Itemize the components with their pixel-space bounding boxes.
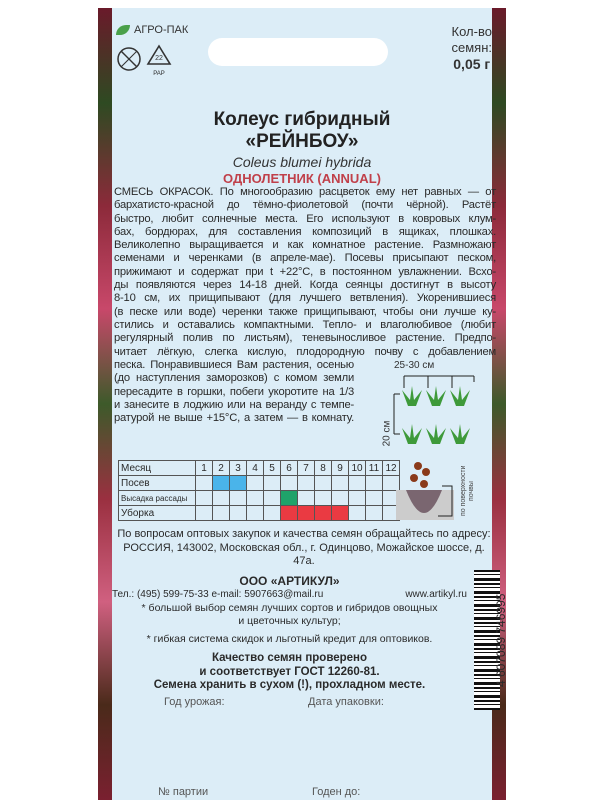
schedule-cell — [247, 476, 264, 491]
contact-address: РОССИЯ, 143002, Московская обл., г. Одинцово, Можайское шоссе, д. 47а. — [123, 541, 485, 567]
latin-name: Coleus blumei hybrida — [232, 154, 372, 170]
quality-line1: Качество семян проверено — [211, 652, 368, 664]
description-line: Великолепно выращивается и как комнатное растение. Размножают — [114, 239, 496, 252]
title-line2: «РЕЙНБОУ» — [245, 131, 359, 152]
schedule-cell — [281, 476, 298, 491]
month-cell: 8 — [315, 461, 332, 476]
month-cell: 9 — [332, 461, 349, 476]
description-line: ды появляются через 14-18 дней. Когда сеянцы достигнут в высоту — [114, 279, 496, 292]
schedule-cell — [196, 491, 213, 506]
company-name: ООО «АРТИКУЛ» — [239, 573, 340, 588]
recycle-icon — [146, 44, 172, 77]
qty-label: Кол-во — [451, 24, 492, 39]
description-line: прижимают и содержат при t +22°С, в постоянном увлажнении. Всхо- — [114, 265, 496, 278]
schedule-cell — [247, 506, 264, 521]
recycle-label: PAP — [153, 71, 165, 77]
description-line: регулярный полив по листьям), теневыносливое растение. Предпо- — [114, 332, 496, 345]
schedule-cell — [196, 506, 213, 521]
month-cell: 1 — [196, 461, 213, 476]
month-cell: 11 — [366, 461, 383, 476]
description-line: быстро, любит солнечные места. Его используют в ковровых клум- — [114, 212, 496, 225]
brand-logo — [116, 24, 188, 36]
schedule-row-label: Уборка — [119, 506, 196, 521]
contact-line1: По вопросам оптовых закупок и качества семян обращайтесь по адресу: — [117, 528, 491, 540]
description-line: пересадите в горшки, побеги укоротите на 1/3 — [114, 385, 354, 398]
schedule-cell — [281, 506, 298, 521]
plant-type: ОДНОЛЕТНИК (ANNUAL) — [223, 171, 381, 186]
description-line: песка. Понравившиеся Вам растения, осенью — [114, 359, 354, 371]
no-food-icon — [116, 46, 142, 77]
schedule-cell — [247, 491, 264, 506]
schedule-cell — [332, 506, 349, 521]
contact-phone: Тел.: (495) 599-75-33 e-mail: 5907663@mail.ru — [112, 589, 324, 600]
brand-name: АГРО-ПАК — [134, 24, 189, 36]
quality-line2: и соответствует ГОСТ 12260-81. — [199, 665, 380, 678]
product-title — [98, 109, 506, 153]
schedule-cell — [315, 506, 332, 521]
schedule-cell — [230, 476, 247, 491]
hang-hole — [208, 38, 388, 66]
description-line: и занесите в лоджию или на веранду с темпе- — [114, 398, 354, 411]
month-cell: 2 — [213, 461, 230, 476]
recycle-code: 22 — [155, 55, 163, 62]
planting-diagram-icon — [388, 372, 478, 467]
schedule-cell — [298, 506, 315, 521]
row-spacing-label: 25-30 см — [394, 360, 435, 371]
schedule-cell — [332, 491, 349, 506]
schedule-cell — [213, 476, 230, 491]
batch-field: № партии — [158, 786, 209, 798]
description-line: 8-10 см, их прищипывают (для лучшего ветвления). Укоренившиеся — [114, 292, 496, 305]
schedule-cell — [298, 476, 315, 491]
schedule-row-label: Посев — [119, 476, 196, 491]
schedule-cell — [315, 476, 332, 491]
description-line: бархатисто-красной до тёмно-фиолетовой (почти чёрной). Растёт — [114, 199, 496, 212]
schedule-cell — [366, 506, 383, 521]
seed-packet — [98, 8, 506, 800]
schedule-cell — [196, 476, 213, 491]
height-spacing-label: 20 см — [381, 420, 393, 447]
description-line: (в песке или воде) черенки также прищипывают, чтобы они лучше ку- — [114, 305, 496, 318]
description-short — [114, 359, 354, 425]
bullet1: * большой выбор семян лучших сортов и гибридов овощных — [141, 601, 438, 614]
sowing-depth-icon — [394, 460, 456, 527]
expiry-field: Годен до: — [312, 786, 361, 798]
month-header: Месяц — [119, 461, 196, 476]
qty-label2: семян: — [451, 40, 492, 55]
schedule-cell — [349, 506, 366, 521]
schedule-row — [119, 491, 400, 506]
title-line1: Колеус гибридный — [213, 109, 391, 130]
month-cell: 5 — [264, 461, 281, 476]
schedule-row-label: Высадка рассады — [119, 491, 196, 506]
schedule-cell — [264, 476, 281, 491]
schedule-cell — [264, 506, 281, 521]
month-cell: 6 — [281, 461, 298, 476]
schedule-row — [119, 476, 400, 491]
description-line: читает лёгкую, слегка кислую, плодородную почву с добавлением — [114, 345, 496, 358]
qty-value: 0,05 г — [453, 56, 491, 72]
description-line: семенами и черенками (в апреле-мае). Посевы присыпают песком, — [114, 252, 496, 265]
description-line: бах, бордюрах, для составления композиций в ящиках, плошках. — [114, 225, 496, 238]
quality-line3: Семена хранить в сухом (!), прохладном месте. — [153, 679, 426, 691]
month-cell: 12 — [383, 461, 400, 476]
pack-date-field: Дата упаковки: — [308, 696, 384, 708]
description-line: СМЕСЬ ОКРАСОК. По многообразию расцветок ему нет равных — от — [114, 186, 496, 198]
month-cell: 10 — [349, 461, 366, 476]
schedule-cell — [366, 476, 383, 491]
seed-quantity — [452, 24, 493, 73]
description-line: (до наступления заморозков) с комом земли — [114, 372, 354, 385]
schedule-cell — [281, 491, 298, 506]
schedule-cell — [332, 476, 349, 491]
description — [114, 186, 496, 359]
barcode-number: 4 607089 746995 — [494, 593, 508, 687]
contact-block — [112, 528, 496, 693]
leaf-icon — [116, 25, 130, 35]
sowing-depth-label: по поверхности почвы — [460, 465, 475, 517]
schedule-cell — [213, 491, 230, 506]
bullet2: * гибкая система скидок и льготный кредит для оптовиков. — [146, 632, 433, 645]
schedule-cell — [264, 491, 281, 506]
description-line: стились и оставались компактными. Тепло- и влаголюбивое (любит — [114, 318, 496, 331]
schedule-table — [118, 460, 400, 521]
description-line: ратурой не выше +15°С, а затем — в комнату. — [114, 412, 354, 425]
month-cell: 3 — [230, 461, 247, 476]
month-cell: 4 — [247, 461, 264, 476]
bullet1-cont: и цветочных культур; — [238, 615, 341, 627]
month-cell: 7 — [298, 461, 315, 476]
harvest-year-field: Год урожая: — [164, 696, 225, 708]
schedule-cell — [298, 491, 315, 506]
schedule-cell — [230, 506, 247, 521]
schedule-cell — [349, 491, 366, 506]
schedule-cell — [349, 476, 366, 491]
schedule-cell — [230, 491, 247, 506]
schedule-cell — [213, 506, 230, 521]
schedule-cell — [315, 491, 332, 506]
contact-website: www.artikyl.ru — [405, 589, 467, 600]
schedule-row — [119, 506, 400, 521]
schedule-cell — [366, 491, 383, 506]
